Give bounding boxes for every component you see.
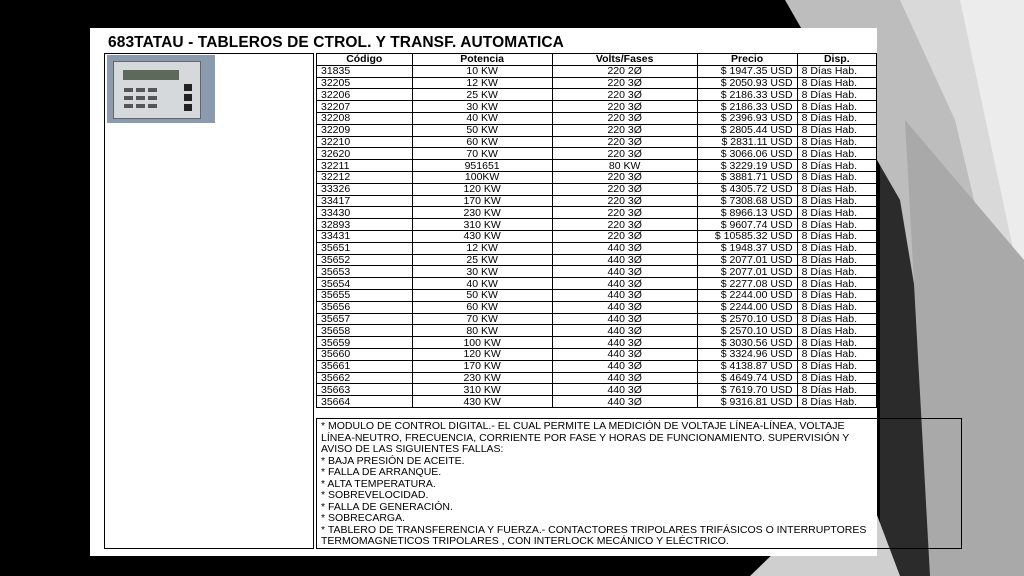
cell-disp: 8 Días Hab. <box>797 384 876 396</box>
table-row <box>317 301 877 313</box>
header-codigo: Código <box>317 54 413 66</box>
cell-volts: 220 3Ø <box>552 124 697 136</box>
cell-precio: $ 2186.33 USD <box>697 89 797 101</box>
cell-precio: $ 2077.01 USD <box>697 254 797 266</box>
cell-codigo: 33430 <box>317 207 413 219</box>
table-row <box>317 160 877 172</box>
cell-disp: 8 Días Hab. <box>797 337 876 349</box>
cell-volts: 220 3Ø <box>552 89 697 101</box>
panel-face <box>113 61 201 119</box>
table-row <box>317 219 877 231</box>
cell-codigo: 32893 <box>317 219 413 231</box>
cell-volts: 220 3Ø <box>552 148 697 160</box>
cell-volts: 440 3Ø <box>552 325 697 337</box>
cell-disp: 8 Días Hab. <box>797 278 876 290</box>
table-row <box>317 112 877 124</box>
control-panel-photo <box>107 55 215 123</box>
table-row <box>317 101 877 113</box>
cell-disp: 8 Días Hab. <box>797 207 876 219</box>
cell-codigo: 32211 <box>317 160 413 172</box>
cell-disp: 8 Días Hab. <box>797 266 876 278</box>
cell-potencia: 70 KW <box>412 148 552 160</box>
cell-codigo: 33326 <box>317 183 413 195</box>
table-row <box>317 242 877 254</box>
cell-codigo: 35657 <box>317 313 413 325</box>
cell-potencia: 50 KW <box>412 289 552 301</box>
cell-precio: $ 2805.44 USD <box>697 124 797 136</box>
cell-volts: 220 3Ø <box>552 219 697 231</box>
table-row <box>317 171 877 183</box>
cell-volts: 220 3Ø <box>552 195 697 207</box>
cell-volts: 220 3Ø <box>552 112 697 124</box>
table-row <box>317 360 877 372</box>
cell-precio: $ 4138.87 USD <box>697 360 797 372</box>
cell-volts: 440 3Ø <box>552 372 697 384</box>
note-line: TERMOMAGNETICOS TRIPOLARES , CON INTERLOCK MECÁNICO Y ELÉCTRICO. <box>321 535 729 547</box>
cell-volts: 440 3Ø <box>552 348 697 360</box>
cell-potencia: 230 KW <box>412 372 552 384</box>
cell-codigo: 35655 <box>317 289 413 301</box>
table-header-row <box>317 54 877 66</box>
cell-volts: 440 3Ø <box>552 278 697 290</box>
cell-potencia: 100KW <box>412 171 552 183</box>
cell-potencia: 50 KW <box>412 124 552 136</box>
cell-potencia: 60 KW <box>412 136 552 148</box>
page-title: 683TATAU - TABLEROS DE CTROL. Y TRANSF. AUTOMATICA <box>108 34 564 51</box>
cell-precio: $ 4649.74 USD <box>697 372 797 384</box>
cell-volts: 440 3Ø <box>552 360 697 372</box>
cell-codigo: 35660 <box>317 348 413 360</box>
cell-precio: $ 2186.33 USD <box>697 101 797 113</box>
panel-button <box>184 84 192 91</box>
cell-disp: 8 Días Hab. <box>797 254 876 266</box>
cell-volts: 440 3Ø <box>552 396 697 408</box>
cell-potencia: 30 KW <box>412 266 552 278</box>
table-row <box>317 254 877 266</box>
cell-potencia: 310 KW <box>412 384 552 396</box>
cell-disp: 8 Días Hab. <box>797 195 876 207</box>
cell-codigo: 31835 <box>317 65 413 77</box>
cell-codigo: 32210 <box>317 136 413 148</box>
cell-disp: 8 Días Hab. <box>797 160 876 172</box>
cell-codigo: 35654 <box>317 278 413 290</box>
cell-disp: 8 Días Hab. <box>797 136 876 148</box>
cell-codigo: 35656 <box>317 301 413 313</box>
cell-volts: 220 3Ø <box>552 171 697 183</box>
cell-volts: 440 3Ø <box>552 242 697 254</box>
cell-codigo: 32208 <box>317 112 413 124</box>
header-disp: Disp. <box>797 54 876 66</box>
panel-display <box>123 70 179 80</box>
note-line: * SOBREVELOCIDAD. <box>321 489 429 501</box>
cell-disp: 8 Días Hab. <box>797 65 876 77</box>
note-line: * TABLERO DE TRANSFERENCIA Y FUERZA.- CONTACTORES TRIPOLARES TRIFÁSICOS O INTERRUPTORES <box>321 523 867 536</box>
cell-potencia: 10 KW <box>412 65 552 77</box>
cell-codigo: 32212 <box>317 171 413 183</box>
panel-led <box>136 88 145 92</box>
cell-potencia: 12 KW <box>412 77 552 89</box>
cell-disp: 8 Días Hab. <box>797 148 876 160</box>
panel-led <box>124 96 133 100</box>
cell-disp: 8 Días Hab. <box>797 313 876 325</box>
table-row <box>317 278 877 290</box>
cell-precio: $ 2050.93 USD <box>697 77 797 89</box>
cell-disp: 8 Días Hab. <box>797 77 876 89</box>
table-row <box>317 289 877 301</box>
cell-volts: 440 3Ø <box>552 337 697 349</box>
table-row <box>317 325 877 337</box>
cell-codigo: 35663 <box>317 384 413 396</box>
cell-disp: 8 Días Hab. <box>797 219 876 231</box>
cell-volts: 440 3Ø <box>552 313 697 325</box>
cell-disp: 8 Días Hab. <box>797 171 876 183</box>
table-row <box>317 183 877 195</box>
cell-disp: 8 Días Hab. <box>797 124 876 136</box>
cell-precio: $ 9607.74 USD <box>697 219 797 231</box>
cell-precio: $ 2570.10 USD <box>697 313 797 325</box>
cell-codigo: 32620 <box>317 148 413 160</box>
cell-precio: $ 10585.32 USD <box>697 230 797 242</box>
cell-codigo: 35659 <box>317 337 413 349</box>
panel-led <box>136 96 145 100</box>
panel-led <box>124 104 133 108</box>
cell-precio: $ 7619.70 USD <box>697 384 797 396</box>
cell-precio: $ 3881.71 USD <box>697 171 797 183</box>
cell-precio: $ 2244.00 USD <box>697 289 797 301</box>
cell-potencia: 430 KW <box>412 396 552 408</box>
cell-codigo: 32207 <box>317 101 413 113</box>
cell-precio: $ 2831.11 USD <box>697 136 797 148</box>
cell-potencia: 70 KW <box>412 313 552 325</box>
cell-disp: 8 Días Hab. <box>797 101 876 113</box>
cell-codigo: 35658 <box>317 325 413 337</box>
product-image-cell <box>104 53 314 549</box>
cell-potencia: 170 KW <box>412 360 552 372</box>
cell-disp: 8 Días Hab. <box>797 348 876 360</box>
cell-disp: 8 Días Hab. <box>797 242 876 254</box>
cell-potencia: 25 KW <box>412 254 552 266</box>
panel-led <box>148 104 157 108</box>
note-line: LÍNEA-NEUTRO, FRECUENCIA, CORRIENTE POR FASE Y HORAS DE FUNCIONAMIENTO. SUPERVISIÓN Y <box>321 431 850 444</box>
cell-volts: 220 3Ø <box>552 77 697 89</box>
cell-potencia: 30 KW <box>412 101 552 113</box>
table-row <box>317 77 877 89</box>
cell-precio: $ 3066.06 USD <box>697 148 797 160</box>
cell-precio: $ 2570.10 USD <box>697 325 797 337</box>
cell-potencia: 40 KW <box>412 112 552 124</box>
cell-potencia: 951651 <box>412 160 552 172</box>
cell-precio: $ 8966.13 USD <box>697 207 797 219</box>
table-row <box>317 124 877 136</box>
cell-volts: 220 3Ø <box>552 136 697 148</box>
cell-potencia: 430 KW <box>412 230 552 242</box>
cell-volts: 220 3Ø <box>552 101 697 113</box>
cell-disp: 8 Días Hab. <box>797 230 876 242</box>
table-row <box>317 384 877 396</box>
panel-button <box>184 104 192 111</box>
panel-button <box>184 94 192 101</box>
cell-precio: $ 9316.81 USD <box>697 396 797 408</box>
table-row <box>317 230 877 242</box>
cell-precio: $ 2277.08 USD <box>697 278 797 290</box>
cell-volts: 440 3Ø <box>552 254 697 266</box>
note-line: * MODULO DE CONTROL DIGITAL.- EL CUAL PERMITE LA MEDICIÓN DE VOLTAJE LÍNEA-LÍNEA, VOLTAJE <box>321 420 845 432</box>
cell-volts: 80 KW <box>552 160 697 172</box>
panel-led <box>124 88 133 92</box>
cell-codigo: 35651 <box>317 242 413 254</box>
table-row <box>317 348 877 360</box>
cell-codigo: 32205 <box>317 77 413 89</box>
cell-codigo: 35661 <box>317 360 413 372</box>
cell-disp: 8 Días Hab. <box>797 89 876 101</box>
cell-volts: 220 3Ø <box>552 230 697 242</box>
cell-precio: $ 2244.00 USD <box>697 301 797 313</box>
cell-disp: 8 Días Hab. <box>797 360 876 372</box>
panel-led <box>148 88 157 92</box>
cell-volts: 440 3Ø <box>552 266 697 278</box>
price-table <box>316 53 877 408</box>
cell-disp: 8 Días Hab. <box>797 289 876 301</box>
table-row <box>317 266 877 278</box>
table-row <box>317 313 877 325</box>
cell-precio: $ 1947.35 USD <box>697 65 797 77</box>
cell-potencia: 40 KW <box>412 278 552 290</box>
cell-potencia: 120 KW <box>412 183 552 195</box>
table-row <box>317 337 877 349</box>
cell-codigo: 35662 <box>317 372 413 384</box>
panel-led <box>148 96 157 100</box>
cell-potencia: 12 KW <box>412 242 552 254</box>
table-row <box>317 65 877 77</box>
panel-led <box>136 104 145 108</box>
note-line: * ALTA TEMPERATURA. <box>321 477 436 490</box>
cell-precio: $ 2077.01 USD <box>697 266 797 278</box>
cell-precio: $ 7308.68 USD <box>697 195 797 207</box>
cell-disp: 8 Días Hab. <box>797 396 876 408</box>
table-row <box>317 89 877 101</box>
cell-codigo: 35653 <box>317 266 413 278</box>
notes-box <box>316 418 962 549</box>
header-precio: Precio <box>697 54 797 66</box>
table-row <box>317 207 877 219</box>
table-row <box>317 372 877 384</box>
note-line: * FALLA DE GENERACIÓN. <box>321 500 453 513</box>
cell-potencia: 60 KW <box>412 301 552 313</box>
cell-disp: 8 Días Hab. <box>797 183 876 195</box>
cell-codigo: 35652 <box>317 254 413 266</box>
cell-disp: 8 Días Hab. <box>797 112 876 124</box>
cell-volts: 220 2Ø <box>552 65 697 77</box>
cell-codigo: 32206 <box>317 89 413 101</box>
note-line: * SOBRECARGA. <box>321 512 406 524</box>
cell-volts: 440 3Ø <box>552 289 697 301</box>
table-row <box>317 396 877 408</box>
cell-codigo: 33417 <box>317 195 413 207</box>
cell-potencia: 120 KW <box>412 348 552 360</box>
cell-codigo: 33431 <box>317 230 413 242</box>
note-line: * FALLA DE ARRANQUE. <box>321 466 442 478</box>
cell-potencia: 100 KW <box>412 337 552 349</box>
note-line: * BAJA PRESIÓN DE ACEITE. <box>321 454 465 467</box>
cell-disp: 8 Días Hab. <box>797 372 876 384</box>
cell-disp: 8 Días Hab. <box>797 325 876 337</box>
cell-codigo: 32209 <box>317 124 413 136</box>
table-row <box>317 136 877 148</box>
cell-potencia: 230 KW <box>412 207 552 219</box>
cell-volts: 220 3Ø <box>552 207 697 219</box>
cell-volts: 440 3Ø <box>552 384 697 396</box>
cell-codigo: 35664 <box>317 396 413 408</box>
cell-potencia: 310 KW <box>412 219 552 231</box>
cell-precio: $ 1948.37 USD <box>697 242 797 254</box>
cell-precio: $ 3324.96 USD <box>697 348 797 360</box>
cell-disp: 8 Días Hab. <box>797 301 876 313</box>
cell-precio: $ 4305.72 USD <box>697 183 797 195</box>
cell-potencia: 25 KW <box>412 89 552 101</box>
header-volts: Volts/Fases <box>552 54 697 66</box>
cell-precio: $ 3229.19 USD <box>697 160 797 172</box>
cell-potencia: 170 KW <box>412 195 552 207</box>
cell-volts: 440 3Ø <box>552 301 697 313</box>
cell-volts: 220 3Ø <box>552 183 697 195</box>
table-row <box>317 195 877 207</box>
note-line: AVISO DE LAS SIGUIENTES FALLAS: <box>321 443 504 455</box>
header-potencia: Potencia <box>412 54 552 66</box>
cell-potencia: 80 KW <box>412 325 552 337</box>
cell-precio: $ 3030.56 USD <box>697 337 797 349</box>
table-row <box>317 148 877 160</box>
cell-precio: $ 2396.93 USD <box>697 112 797 124</box>
